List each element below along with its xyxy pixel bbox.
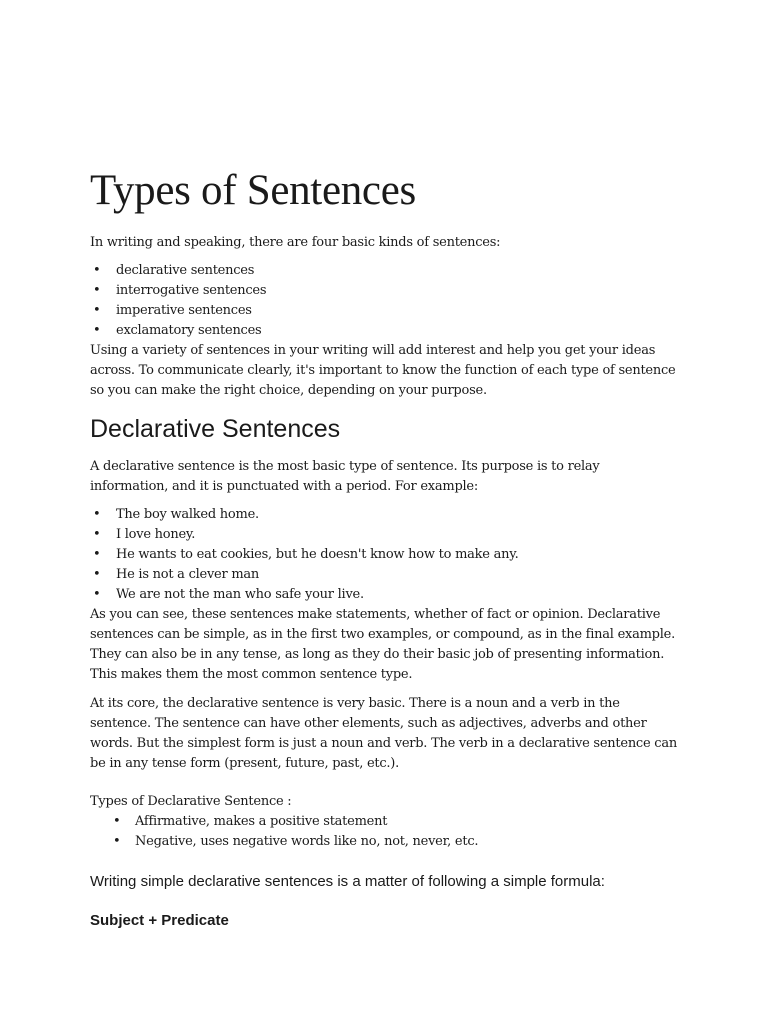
- explanation-paragraph: As you can see, these sentences make statements, whether of fact or opinion. Declarative sentences can be simple, as in the first two examples, or compound, as in the final example. They can also be in any tense, as long as they do their basic job of presenting information. This makes them the most common sentence type.: [90, 607, 675, 682]
- intro-paragraph: Using a variety of sentences in your writing will add interest and help you get your ideas across. To communicate clearly, it's important to know the function of each type of sentence so you can make the right choice, depending on your purpose.: [90, 343, 676, 398]
- list-item: • We are not the man who safe your live.: [90, 585, 680, 605]
- types-label: Types of Declarative Sentence :: [90, 794, 292, 809]
- list-item: • I love honey.: [90, 525, 680, 545]
- list-item: • imperative sentences: [90, 301, 680, 321]
- list-item: • declarative sentences: [90, 261, 680, 281]
- kinds-list: [90, 261, 680, 341]
- examples-list: [90, 505, 680, 605]
- list-item: • exclamatory sentences: [90, 321, 680, 341]
- page-title: Types of Sentences: [90, 167, 416, 214]
- document-page: [90, 164, 680, 931]
- list-item: • He is not a clever man: [90, 565, 680, 585]
- types-list: [90, 812, 680, 852]
- list-item: • Negative, uses negative words like no, not, never, etc.: [90, 832, 680, 852]
- list-item: • The boy walked home.: [90, 505, 680, 525]
- intro-text: In writing and speaking, there are four basic kinds of sentences:: [90, 235, 501, 250]
- formula-text: Subject + Predicate: [90, 912, 229, 929]
- list-item: • Affirmative, makes a positive statement: [90, 812, 680, 832]
- list-item: • interrogative sentences: [90, 281, 680, 301]
- list-item: • He wants to eat cookies, but he doesn't know how to make any.: [90, 545, 680, 565]
- core-paragraph: At its core, the declarative sentence is very basic. There is a noun and a verb in the sentence. The sentence can have other elements, such as adjectives, adverbs and other words. But the simplest form is just a noun and verb. The verb in a declarative sentence can be in any tense form (present, future, past, etc.).: [90, 696, 677, 771]
- declarative-definition: A declarative sentence is the most basic type of sentence. Its purpose is to relay information, and it is punctuated with a period. For example:: [90, 459, 600, 494]
- section-heading: Declarative Sentences: [90, 415, 341, 443]
- formula-intro: Writing simple declarative sentences is a matter of following a simple formula:: [90, 873, 605, 890]
